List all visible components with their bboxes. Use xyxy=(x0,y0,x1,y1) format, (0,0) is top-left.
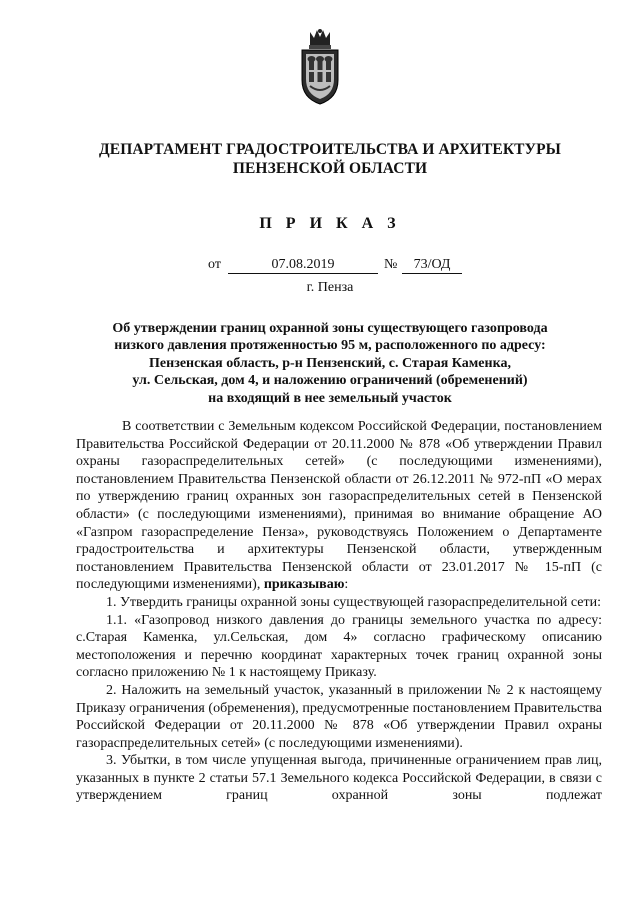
title-line-5: на входящий в нее земельный участок xyxy=(208,390,452,406)
preamble-end: : xyxy=(344,577,349,593)
department-heading xyxy=(60,140,600,178)
department-line-1: ДЕПАРТАМЕНТ ГРАДОСТРОИТЕЛЬСТВА И АРХИТЕКТУРЫ xyxy=(99,141,561,158)
department-line-2: ПЕНЗЕНСКОЙ ОБЛАСТИ xyxy=(232,160,428,177)
document-title xyxy=(60,320,600,407)
penza-coat-of-arms-icon xyxy=(296,28,344,106)
date-number-line xyxy=(150,257,490,275)
paragraph-item-3: 3. Убытки, в том числе упущенная выгода, причиненные ограничением прав лиц, указанных в пункте 2 статьи 57.1 Земельного кодекса Российской Федерации, в связи с утверждением границ охранной зоны подлежат xyxy=(76,753,602,804)
order-verb: приказываю xyxy=(263,577,345,593)
title-line-3: Пензенская область, р-н Пензенский, с. Старая Каменка, xyxy=(149,355,511,371)
document-number: 73/ОД xyxy=(402,257,462,274)
preamble-text: В соответствии с Земельным кодексом Российской Федерации, постановлением Правительства Российской Федерации от 20.11.2000 № 878 «Об утверждении Правил охраны газораспределительных сетей» (с последующими изменениями), постановлением Правительства Пензенской области от 26.12.2011 № 972-пП «О мерах по утверждению границ охранных зон газораспределительных сетей в Пензенской области» (с последующими изменениями), принимая во внимание обращение АО «Газпром газораспределение Пенза», руководствуясь Положением о Департаменте градостроительства и архитектуры Пензенской области, утвержденным постановлением Правительства Пензенской области от 23.01.2017 № 15-пП (с последующими изменениями), xyxy=(76,419,602,593)
paragraph-preamble xyxy=(76,418,602,594)
document-type: П Р И К А З xyxy=(259,215,401,232)
title-line-1: Об утверждении границ охранной зоны существующего газопровода xyxy=(112,321,548,336)
city: г. Пенза xyxy=(306,280,354,295)
paragraph-item-2: 2. Наложить на земельный участок, указанный в приложении № 2 к настоящему Приказу ограничения (обременения), предусмотренные постановлением Правительства Российской Федерации от 20.11.2000 № 878 «Об утверждении Правил охраны газораспределительных сетей» (с последующими изменениями). xyxy=(76,682,602,751)
document-body xyxy=(76,418,602,805)
title-line-2: низкого давления протяженностью 95 м, расположенного по адресу: xyxy=(114,338,546,354)
title-line-4: ул. Сельская, дом 4, и наложению ограничений (обременений) xyxy=(132,373,528,389)
paragraph-item-1: 1. Утвердить границы охранной зоны существующей газораспределительной сети: xyxy=(106,594,601,610)
paragraph-item-1-1: 1.1. «Газопровод низкого давления до границы земельного участка по адресу: с.Старая Каменка, ул.Сельская, дом 4» согласно графическому описанию местоположения и перечню координат характерных точек границ охранной зоны согласно приложению № 1 к настоящему Приказу. xyxy=(76,612,602,681)
document-date: 07.08.2019 xyxy=(228,257,378,274)
number-label: № xyxy=(384,257,398,272)
from-label: от xyxy=(208,257,221,272)
